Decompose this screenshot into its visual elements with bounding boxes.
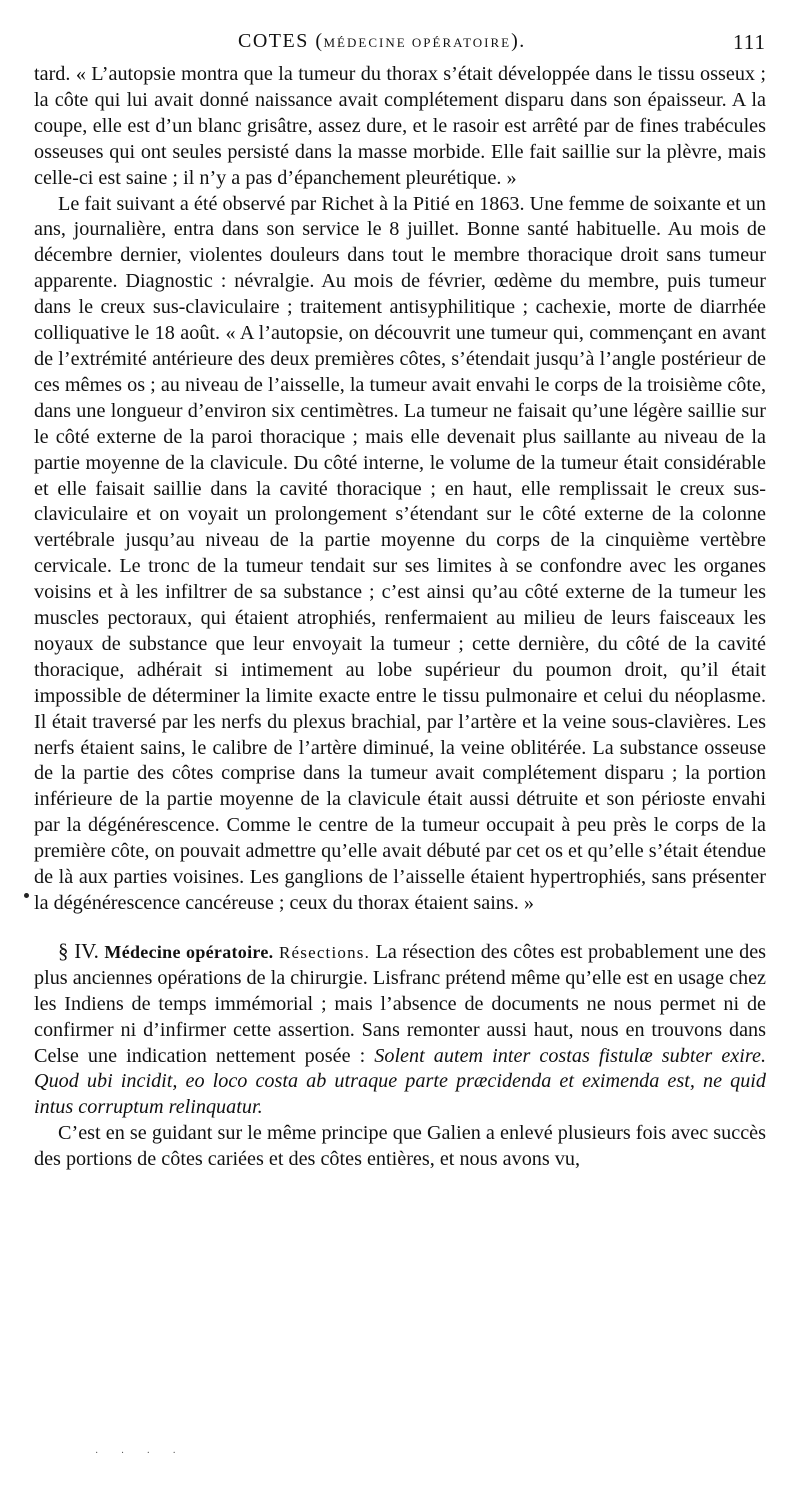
running-head — [0, 30, 800, 58]
celsus-quote: Solent autem inter costas fistulæ subter exire. Quod ubi incidit, eo loco costa ab utraque parte præcidenda et eximenda est, ne quid intus corruptum relinquatur. — [34, 1044, 766, 1119]
running-title-subtitle: MÉDECINE OPÉRATOIRE — [323, 35, 512, 50]
running-title-main: COTES ( — [238, 30, 324, 52]
margin-ink-dot — [24, 893, 29, 898]
running-title — [238, 30, 526, 53]
paragraph-richet-case: Le fait suivant a été observé par Richet à la Pitié en 1863. Une femme de soixante et un ans, journalière, entra dans son service le 8 juillet. Bonne santé habituelle. Au mois de décembre dernier, violentes douleurs dans tout le membre thoracique droit sans tumeur apparente. Diagnostic : névralgie. Au mois de février, œdème du membre, puis tumeur dans le creux sus-claviculaire ; traitement antisyphilitique ; cachexie, morte de diarrhée colliquative le 18 août. « A l’autopsie, on découvrit une tumeur qui, commençant en avant de l’extrémité antérieure des deux premières côtes, s’étendait jusqu’à l’angle postérieur de ces mêmes os ; au niveau de l’aisselle, la tumeur avait envahi le corps de la troisième côte, dans une longueur d’environ six centimètres. La tumeur ne faisait qu’une légère saillie sur le côté externe de la paroi thoracique ; mais elle devenait plus saillante au niveau de la partie moyenne de la clavicule. Du côté interne, le volume de la tumeur était considérable et elle faisait saillie dans la cavité thoracique ; en haut, elle remplissait le creux sus-claviculaire et on voyait un prolongement s’étendant sur le côté externe de la colonne vertébrale jusqu’au niveau de la partie moyenne du corps de la cinquième vertèbre cervicale. Le tronc de la tumeur tendait sur ses limites à se confondre avec les organes voisins et à les infiltrer de sa substance ; c’est ainsi qu’au côté externe de la tumeur les muscles pectoraux, qui étaient atrophiés, renfermaient au milieu de leurs faisceaux les noyaux de substance que leur envoyait la tumeur ; cette dernière, du côté de la cavité thoracique, adhérait si intimement au lobe supérieur du poumon droit, qu’il était impossible de déterminer la limite exacte entre le tissu pulmonaire et celui du néoplasme. Il était traversé par les nerfs du plexus brachial, par l’artère et la veine sous-clavières. Les nerfs étaient sains, le calibre de l’artère diminué, la veine oblitérée. La substance osseuse de la partie des côtes comprise dans la tumeur avait complétement disparu ; la portion inférieure de la partie moyenne de la clavicule était aussi détruite et son périoste envahi par la dégénérescence. Comme le centre de la tumeur occupait à peu près le corps de la première côte, on pouvait admettre qu’elle avait débuté par cet os et qu’elle s’était étendue de là aux parties voisines. Les ganglions de l’aisselle étaient hypertrophiés, sans présenter la dégénérescence cancéreuse ; ceux du thorax étaient sains. » — [34, 192, 766, 914]
body-text — [34, 62, 766, 1173]
section-number: § IV. — [58, 938, 99, 963]
section-text: La résection des côtes est probablement une des plus anciennes opérations de la chirurgie. Lisfranc prétend même qu’elle est en usage chez les Indiens de temps immémorial ; mais l’absence de documents ne nous permet ni de confirmer ni d’infirmer cette assertion. Sans remonter aussi haut, nous en trouvons dans Celse une indication nettement posée : — [34, 940, 767, 1067]
paragraph-galien: C’est en se guidant sur le même principe que Galien a enlevé plusieurs fois avec succès des portions de côtes cariées et des côtes entières, et nous avons vu, — [34, 1122, 766, 1171]
section-operative-medicine — [34, 939, 766, 1121]
section-subtitle: Résections. — [278, 942, 371, 962]
section-title: Médecine opératoire. — [104, 941, 274, 962]
scan-specks: · · · · — [95, 1448, 186, 1459]
paragraph-autopsy-continued: tard. « L’autopsie montra que la tumeur du thorax s’était développée dans le tissu osseux ; la côte qui lui avait donné naissance avait complétement disparu dans son épaisseur. A la coupe, elle est d’un blanc grisâtre, assez dure, et le rasoir est arrêté par de fines trabécules osseuses qui ont seules persisté dans la masse morbide. Elle fait saillie sur la plèvre, mais celle-ci est saine ; il n’y a pas d’épanchement pleurétique. » — [34, 63, 766, 189]
page-number: 111 — [733, 30, 766, 54]
running-title-end: ). — [511, 30, 526, 52]
